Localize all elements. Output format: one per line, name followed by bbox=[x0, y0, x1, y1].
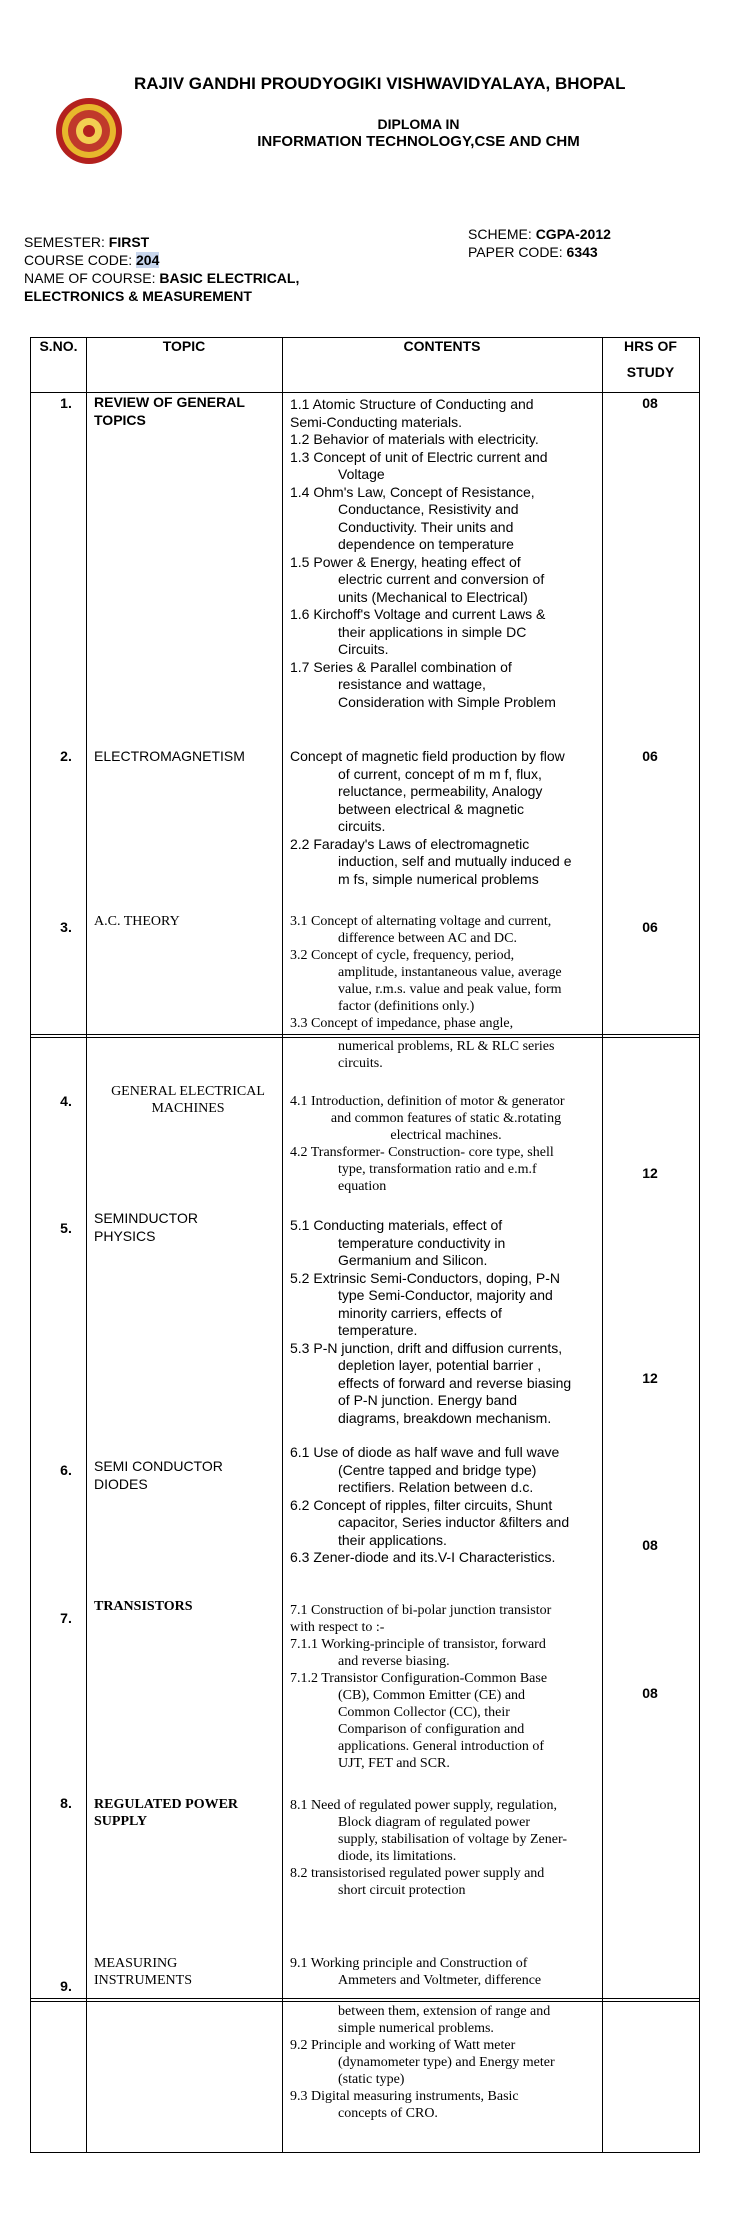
row-1-hrs: 08 bbox=[642, 395, 658, 411]
header-topic: TOPIC bbox=[162, 338, 206, 354]
course-name-line-2: ELECTRONICS & MEASUREMENT bbox=[24, 288, 252, 304]
row-1-sno: 1. bbox=[60, 395, 72, 411]
programme-title: INFORMATION TECHNOLOGY,CSE AND CHM bbox=[257, 133, 580, 150]
row-3-contents: 3.1 Concept of alternating voltage and current, difference between AC and DC. 3.2 Concept of cycle, frequency, period, amplitude, instantaneous value, average value, r.m.s. value and peak value, form factor (definitions only.) 3.3 Concept of impedance, phase angle, bbox=[290, 914, 562, 1031]
row-5-contents: 5.1 Conducting materials, effect of temperature conductivity in Germanium and Silicon. 5.2 Extrinsic Semi-Conductors, doping, P-N type Semi-Conductor, majority and minority carriers, effects of temperature. 5.3 P-N junction, drift and diffusion currents, depletion layer, potential barrier , effects of forward and reverse biasing of P-N junction. Energy band diagrams, breakdown mechanism. bbox=[290, 1217, 572, 1426]
row-4-hrs: 12 bbox=[642, 1165, 658, 1181]
row-8-sno: 8. bbox=[60, 1795, 72, 1811]
row-5-topic: SEMINDUCTOR PHYSICS bbox=[94, 1210, 198, 1244]
row-4-sno: 4. bbox=[60, 1093, 72, 1109]
row-2-sno: 2. bbox=[60, 748, 72, 764]
row-3-contents-cont: numerical problems, RL & RLC series circuits. bbox=[338, 1039, 555, 1071]
row-3-hrs: 06 bbox=[642, 919, 658, 935]
row-9-sno: 9. bbox=[60, 1978, 72, 1994]
row-7-topic: TRANSISTORS bbox=[94, 1599, 193, 1614]
row-6-sno: 6. bbox=[60, 1462, 72, 1478]
row-2-contents: Concept of magnetic field production by flow of current, concept of m m f, flux, reluctance, permeability, Analogy between electrical & magnetic circuits. 2.2 Faraday's Laws of electromagnetic induction, self and mutually induced e m fs, simple numerical problems bbox=[290, 748, 572, 887]
row-9-contents: 9.1 Working principle and Construction of Ammeters and Voltmeter, difference bbox=[290, 1956, 542, 1988]
row-8-topic: REGULATED POWER SUPPLY bbox=[94, 1797, 239, 1829]
row-3-sno: 3. bbox=[60, 919, 72, 935]
row-1-contents: 1.1 Atomic Structure of Conducting and Semi-Conducting materials. 1.2 Behavior of materials with electricity. 1.3 Concept of unit of Electric current and Voltage 1.4 Ohm's Law, Concept of Resistance, Conductance, Resistivity and Conductivity. Their units and dependence on temperature 1.5 Power & Energy, heating effect of electric current and conversion of units (Mechanical to Electrical) 1.6 Kirchoff's Voltage and current Laws & their applications in simple DC Circuits. 1.7 Series & Parallel combination of resistance and wattage, Consideration with Simple Problem bbox=[290, 396, 556, 710]
row-9-topic: MEASURING INSTRUMENTS bbox=[94, 1956, 193, 1988]
row-5-hrs: 12 bbox=[642, 1370, 658, 1386]
header-sno: S.NO. bbox=[39, 338, 78, 354]
row-5-sno: 5. bbox=[60, 1220, 72, 1236]
row-4-topic: GENERAL ELECTRICAL MACHINES bbox=[111, 1084, 265, 1116]
semester-line: SEMESTER: FIRST bbox=[24, 234, 150, 250]
row-7-contents: 7.1 Construction of bi-polar junction transistor with respect to :- 7.1.1 Working-principle of transistor, forward and reverse biasing. 7.1.2 Transistor Configuration-Common Base (CB), Common Emitter (CE) and Common Collector (CC), their Comparison of configuration and applications. General introduction of UJT, FET and SCR. bbox=[290, 1603, 552, 1771]
row-3-topic: A.C. THEORY bbox=[94, 914, 180, 929]
row-7-sno: 7. bbox=[60, 1610, 72, 1626]
row-6-contents: 6.1 Use of diode as half wave and full wave (Centre tapped and bridge type) rectifiers. Relation between d.c. 6.2 Concept of ripples, filter circuits, Shunt capacitor, Series inductor &filters and their applications. 6.3 Zener-diode and its.V-I Characteristics. bbox=[290, 1444, 570, 1565]
row-7-hrs: 08 bbox=[642, 1685, 658, 1701]
row-9-contents-cont: between them, extension of range and simple numerical problems. 9.2 Principle and working of Watt meter (dynamometer type) and Energy meter (static type) 9.3 Digital measuring instruments, Basic concepts of CRO. bbox=[290, 2004, 555, 2121]
row-2-hrs: 06 bbox=[642, 748, 658, 764]
row-2-topic: ELECTROMAGNETISM bbox=[94, 748, 245, 764]
course-name-line: NAME OF COURSE: BASIC ELECTRICAL, bbox=[24, 270, 300, 286]
header-contents: CONTENTS bbox=[403, 338, 481, 354]
course-code-line: COURSE CODE: 204 bbox=[24, 252, 160, 268]
row-6-hrs: 08 bbox=[642, 1537, 658, 1553]
row-6-topic: SEMI CONDUCTOR DIODES bbox=[94, 1458, 223, 1492]
university-title: RAJIV GANDHI PROUDYOGIKI VISHWAVIDYALAYA, BHOPAL bbox=[134, 74, 626, 93]
paper-code-line: PAPER CODE: 6343 bbox=[468, 244, 598, 260]
header-hrs-2: STUDY bbox=[626, 364, 675, 380]
diploma-title: DIPLOMA IN bbox=[377, 116, 460, 132]
row-1-topic: REVIEW OF GENERAL TOPICS bbox=[94, 394, 245, 428]
row-4-contents: 4.1 Introduction, definition of motor & generator and common features of static &.rotating electrical machines. 4.2 Transformer- Construction- core type, shell type, transformation ratio and e.m.f equation bbox=[290, 1094, 565, 1194]
row-8-contents: 8.1 Need of regulated power supply, regulation, Block diagram of regulated power supply, stabilisation of voltage by Zener- diode, its limitations. 8.2 transistorised regulated power supply and short circuit protection bbox=[290, 1798, 567, 1898]
scheme-line: SCHEME: CGPA-2012 bbox=[468, 226, 611, 242]
header-hrs: HRS OF bbox=[624, 338, 677, 354]
